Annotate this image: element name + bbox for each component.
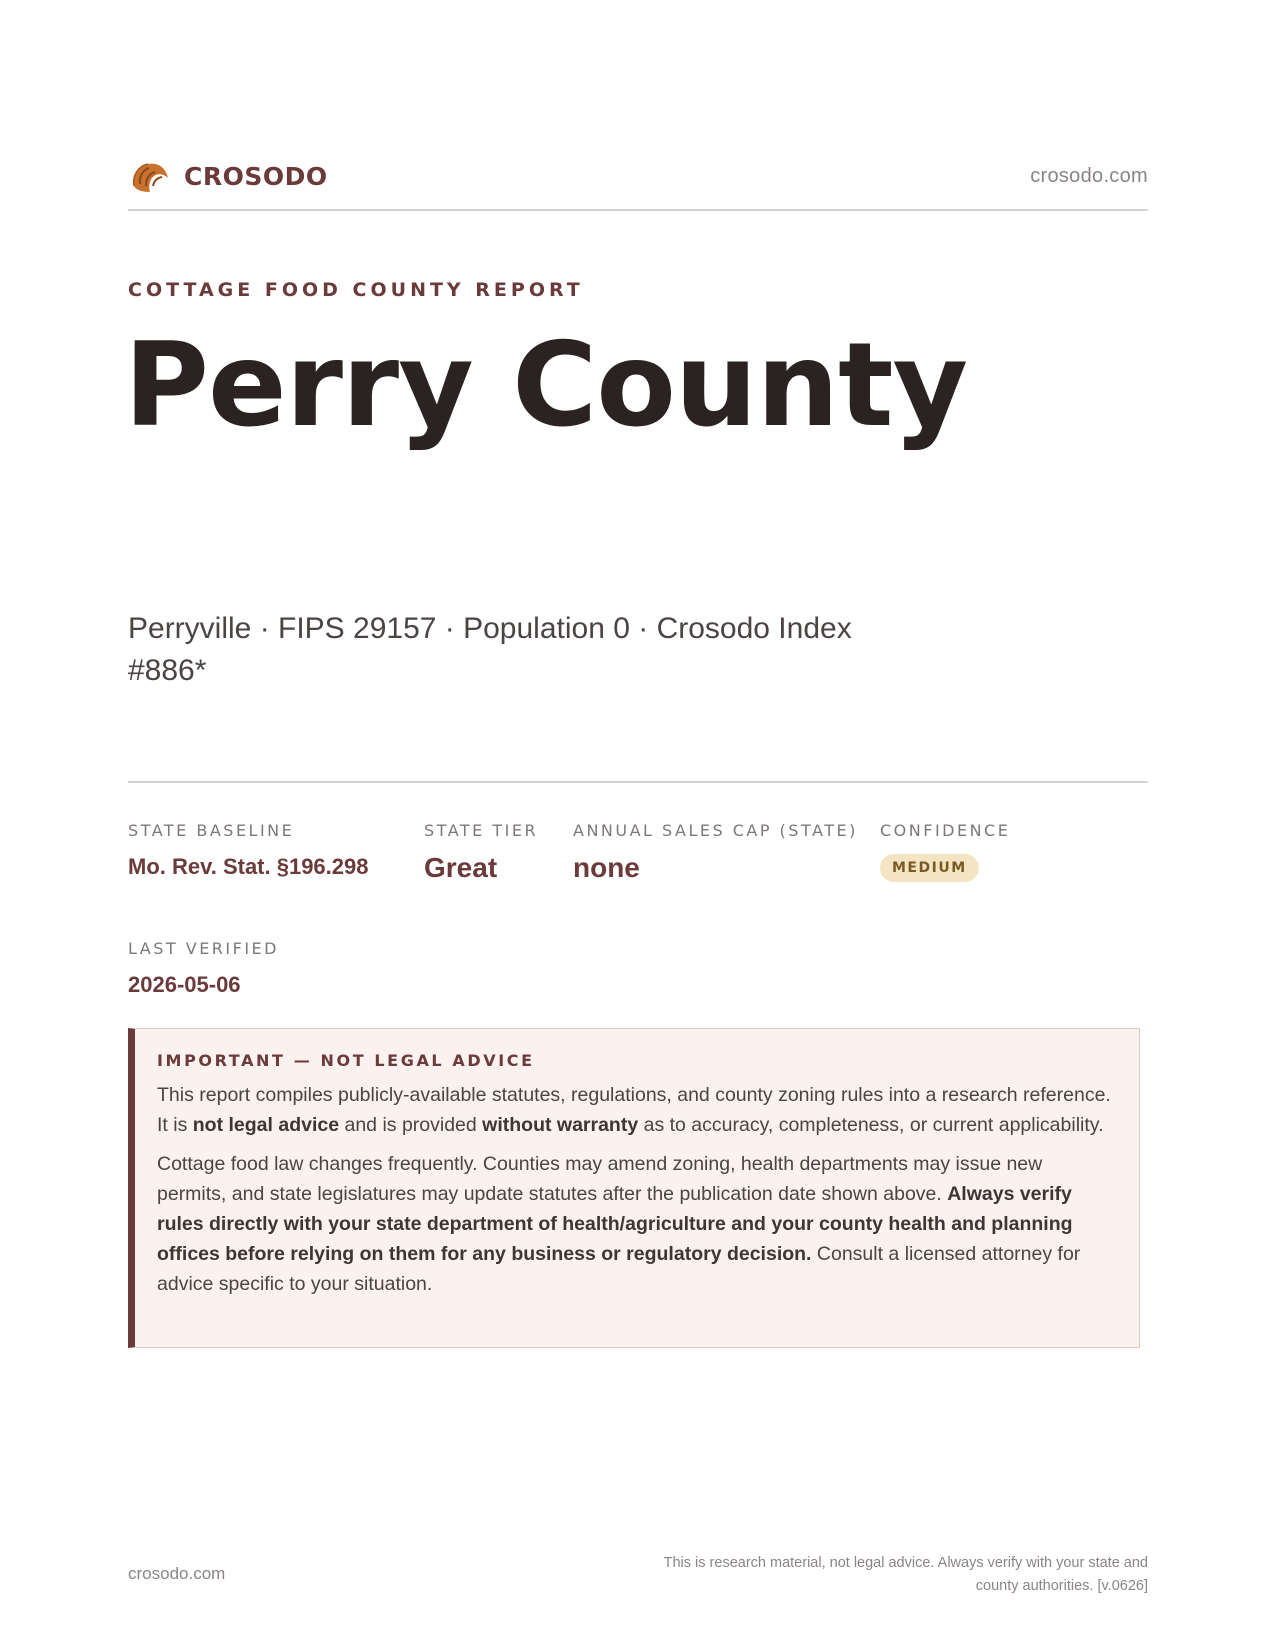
stat-value: none <box>573 852 640 883</box>
notice-text: Consult a licensed attorney for advice specific to your situation. <box>157 1243 1081 1295</box>
page-header <box>128 156 1148 196</box>
stat-value: Mo. Rev. Stat. §196.298 <box>128 854 369 879</box>
header-url[interactable]: crosodo.com <box>1030 165 1148 187</box>
footer-disclaimer: This is research material, not legal advice. Always verify with your state and county authorities. [v.0626] <box>663 1555 1148 1594</box>
stat-label: STATE BASELINE <box>128 821 295 840</box>
stat-last-verified <box>128 939 279 998</box>
stat-annual-sales-cap <box>573 821 858 884</box>
stat-label: LAST VERIFIED <box>128 939 279 958</box>
notice-text: as to accuracy, completeness, or current applicability. <box>638 1114 1104 1136</box>
notice-emphasis: without warranty <box>482 1114 639 1136</box>
footer-url[interactable]: crosodo.com <box>128 1564 226 1583</box>
stat-label: CONFIDENCE <box>880 821 1011 840</box>
notice-emphasis: not legal advice <box>192 1114 340 1136</box>
stat-value: 2026-05-06 <box>128 972 241 997</box>
county-subtitle: Perryville · FIPS 29157 · Population 0 · Crosodo Index #886* <box>128 612 852 687</box>
stat-state-baseline <box>128 821 369 880</box>
croissant-icon <box>128 156 172 196</box>
notice-paragraph <box>157 1080 1115 1140</box>
notice-text: This report compiles publicly-available statutes, regulations, and county zoning rules into a research reference. It is <box>157 1084 1111 1136</box>
brand-name: CROSODO <box>184 161 328 191</box>
notice-paragraph <box>157 1149 1115 1299</box>
notice-title: IMPORTANT — NOT LEGAL ADVICE <box>157 1051 535 1070</box>
report-page <box>124 0 1148 1650</box>
page-title: Perry County <box>124 318 968 453</box>
brand <box>128 156 328 196</box>
section-divider <box>128 781 1148 783</box>
stat-state-tier <box>424 821 538 884</box>
notice-text: and is provided <box>339 1114 483 1136</box>
stat-confidence <box>880 821 1010 882</box>
notice-text: Cottage food law changes frequently. Counties may amend zoning, health departments may issue new permits, and state legislatures may update statutes after the publication date shown above. <box>157 1153 1043 1205</box>
notice-emphasis: Always verify rules directly with your state department of health/agriculture and your county health and planning offices before relying on them for any business or regulatory decision. <box>157 1183 1073 1265</box>
stat-label: STATE TIER <box>424 821 539 840</box>
stat-label: ANNUAL SALES CAP (STATE) <box>573 821 858 840</box>
legal-notice <box>128 1028 1140 1348</box>
stat-value: Great <box>424 852 498 883</box>
report-kicker: COTTAGE FOOD COUNTY REPORT <box>128 279 584 301</box>
header-divider <box>128 209 1148 211</box>
confidence-badge: MEDIUM <box>880 854 979 882</box>
